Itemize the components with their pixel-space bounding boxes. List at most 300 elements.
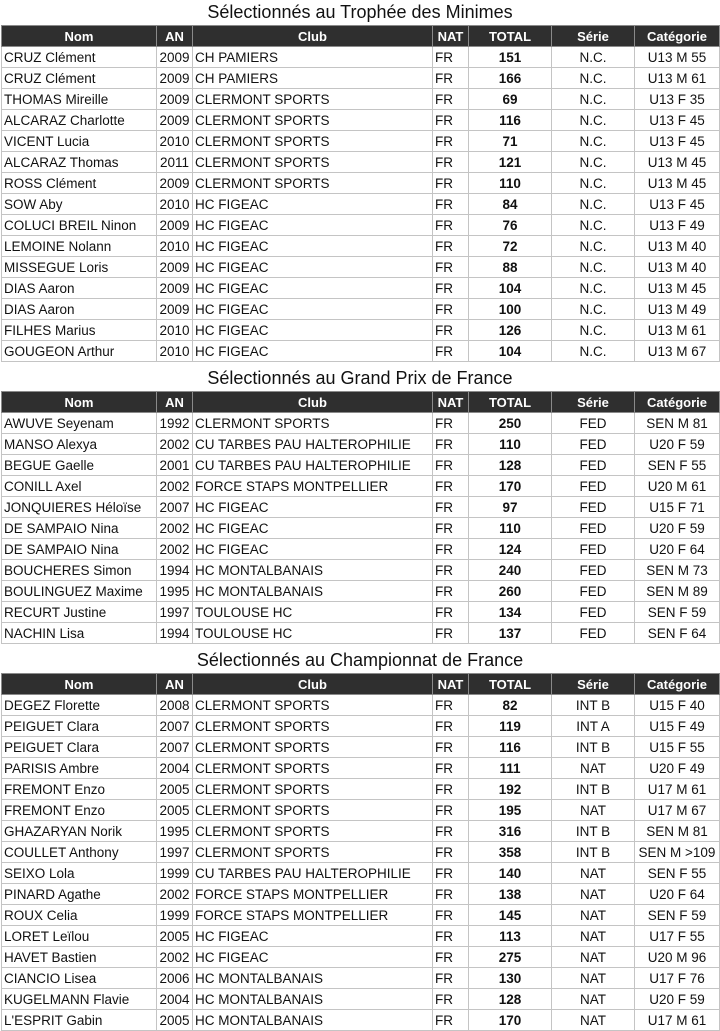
cell-total: 104 xyxy=(469,341,552,362)
cell-total: 116 xyxy=(469,110,552,131)
cell-name: BOUCHERES Simon xyxy=(2,560,157,581)
cell-year: 1995 xyxy=(157,821,193,842)
cell-serie: FED xyxy=(552,602,635,623)
cell-club: CLERMONT SPORTS xyxy=(193,842,433,863)
cell-club: HC MONTALBANAIS xyxy=(193,560,433,581)
table-row xyxy=(2,695,720,716)
cell-total: 250 xyxy=(469,413,552,434)
cell-name: FILHES Marius xyxy=(2,320,157,341)
cell-serie: N.C. xyxy=(552,68,635,89)
cell-serie: N.C. xyxy=(552,152,635,173)
cell-category: U13 M 61 xyxy=(635,320,720,341)
cell-total: 134 xyxy=(469,602,552,623)
column-header-total: TOTAL xyxy=(469,26,552,47)
cell-category: U17 M 67 xyxy=(635,800,720,821)
column-header-club: Club xyxy=(193,392,433,413)
cell-total: 113 xyxy=(469,926,552,947)
cell-nat: FR xyxy=(433,758,469,779)
table-row xyxy=(2,68,720,89)
table-row xyxy=(2,47,720,68)
cell-total: 88 xyxy=(469,257,552,278)
cell-total: 84 xyxy=(469,194,552,215)
table-row xyxy=(2,737,720,758)
cell-nat: FR xyxy=(433,434,469,455)
cell-nat: FR xyxy=(433,194,469,215)
cell-serie: FED xyxy=(552,539,635,560)
cell-total: 76 xyxy=(469,215,552,236)
cell-year: 1997 xyxy=(157,602,193,623)
cell-total: 130 xyxy=(469,968,552,989)
cell-serie: FED xyxy=(552,434,635,455)
cell-club: CLERMONT SPORTS xyxy=(193,800,433,821)
cell-category: SEN M 89 xyxy=(635,581,720,602)
cell-nat: FR xyxy=(433,695,469,716)
table-row xyxy=(2,236,720,257)
column-header-name: Nom xyxy=(2,674,157,695)
cell-year: 2009 xyxy=(157,47,193,68)
cell-nat: FR xyxy=(433,152,469,173)
table-row xyxy=(2,194,720,215)
cell-category: SEN F 64 xyxy=(635,623,720,644)
cell-total: 111 xyxy=(469,758,552,779)
cell-total: 170 xyxy=(469,476,552,497)
cell-category: SEN M >109 xyxy=(635,842,720,863)
cell-name: VICENT Lucia xyxy=(2,131,157,152)
cell-name: DE SAMPAIO Nina xyxy=(2,518,157,539)
header-row xyxy=(2,26,720,47)
cell-serie: FED xyxy=(552,560,635,581)
cell-year: 2005 xyxy=(157,779,193,800)
cell-name: L'ESPRIT Gabin xyxy=(2,1010,157,1031)
cell-category: SEN M 73 xyxy=(635,560,720,581)
cell-club: HC FIGEAC xyxy=(193,320,433,341)
cell-category: U20 M 96 xyxy=(635,947,720,968)
cell-name: SOW Aby xyxy=(2,194,157,215)
cell-year: 1994 xyxy=(157,623,193,644)
table-row xyxy=(2,779,720,800)
cell-year: 1999 xyxy=(157,863,193,884)
column-header-year: AN xyxy=(157,392,193,413)
table-row xyxy=(2,476,720,497)
cell-total: 240 xyxy=(469,560,552,581)
table-row xyxy=(2,413,720,434)
cell-total: 192 xyxy=(469,779,552,800)
cell-total: 170 xyxy=(469,1010,552,1031)
cell-serie: N.C. xyxy=(552,89,635,110)
cell-name: CONILL Axel xyxy=(2,476,157,497)
cell-total: 166 xyxy=(469,68,552,89)
cell-nat: FR xyxy=(433,173,469,194)
cell-year: 2008 xyxy=(157,695,193,716)
column-header-category: Catégorie xyxy=(635,26,720,47)
cell-club: FORCE STAPS MONTPELLIER xyxy=(193,476,433,497)
cell-nat: FR xyxy=(433,842,469,863)
table-row xyxy=(2,110,720,131)
cell-year: 2010 xyxy=(157,320,193,341)
table-row xyxy=(2,989,720,1010)
cell-name: PINARD Agathe xyxy=(2,884,157,905)
table-row xyxy=(2,215,720,236)
cell-name: COULLET Anthony xyxy=(2,842,157,863)
cell-serie: N.C. xyxy=(552,131,635,152)
cell-nat: FR xyxy=(433,131,469,152)
cell-serie: NAT xyxy=(552,926,635,947)
cell-total: 140 xyxy=(469,863,552,884)
cell-nat: FR xyxy=(433,581,469,602)
cell-nat: FR xyxy=(433,341,469,362)
cell-category: U13 F 49 xyxy=(635,215,720,236)
cell-year: 2002 xyxy=(157,476,193,497)
cell-category: U13 M 40 xyxy=(635,236,720,257)
table-row xyxy=(2,299,720,320)
column-header-serie: Série xyxy=(552,392,635,413)
cell-year: 2010 xyxy=(157,131,193,152)
cell-club: HC MONTALBANAIS xyxy=(193,1010,433,1031)
cell-name: HAVET Bastien xyxy=(2,947,157,968)
cell-serie: N.C. xyxy=(552,173,635,194)
cell-category: U15 F 71 xyxy=(635,497,720,518)
cell-nat: FR xyxy=(433,968,469,989)
cell-total: 121 xyxy=(469,152,552,173)
table-row xyxy=(2,89,720,110)
cell-year: 2010 xyxy=(157,341,193,362)
cell-serie: N.C. xyxy=(552,47,635,68)
table-row xyxy=(2,1010,720,1031)
cell-club: CU TARBES PAU HALTEROPHILIE xyxy=(193,863,433,884)
section-title: Sélectionnés au Championnat de France xyxy=(196,650,524,670)
cell-total: 145 xyxy=(469,905,552,926)
cell-total: 151 xyxy=(469,47,552,68)
selection-table xyxy=(1,391,720,644)
cell-nat: FR xyxy=(433,716,469,737)
cell-total: 137 xyxy=(469,623,552,644)
cell-year: 2005 xyxy=(157,1010,193,1031)
cell-name: RECURT Justine xyxy=(2,602,157,623)
cell-name: NACHIN Lisa xyxy=(2,623,157,644)
table-row xyxy=(2,947,720,968)
cell-club: HC FIGEAC xyxy=(193,236,433,257)
cell-total: 358 xyxy=(469,842,552,863)
cell-total: 119 xyxy=(469,716,552,737)
cell-name: LORET Leïlou xyxy=(2,926,157,947)
cell-club: CLERMONT SPORTS xyxy=(193,110,433,131)
cell-total: 104 xyxy=(469,278,552,299)
cell-year: 2010 xyxy=(157,194,193,215)
table-row xyxy=(2,758,720,779)
table-row xyxy=(2,716,720,737)
column-header-category: Catégorie xyxy=(635,392,720,413)
cell-club: HC FIGEAC xyxy=(193,194,433,215)
cell-name: CRUZ Clément xyxy=(2,68,157,89)
cell-nat: FR xyxy=(433,215,469,236)
cell-category: U13 F 45 xyxy=(635,110,720,131)
cell-category: U15 F 40 xyxy=(635,695,720,716)
cell-category: U13 M 45 xyxy=(635,173,720,194)
cell-year: 2002 xyxy=(157,884,193,905)
cell-total: 316 xyxy=(469,821,552,842)
cell-serie: N.C. xyxy=(552,320,635,341)
table-row xyxy=(2,905,720,926)
cell-club: CLERMONT SPORTS xyxy=(193,779,433,800)
cell-total: 138 xyxy=(469,884,552,905)
cell-name: CIANCIO Lisea xyxy=(2,968,157,989)
cell-total: 110 xyxy=(469,173,552,194)
cell-total: 72 xyxy=(469,236,552,257)
cell-club: HC FIGEAC xyxy=(193,215,433,236)
cell-club: HC MONTALBANAIS xyxy=(193,989,433,1010)
cell-club: HC FIGEAC xyxy=(193,341,433,362)
cell-club: HC FIGEAC xyxy=(193,299,433,320)
cell-nat: FR xyxy=(433,497,469,518)
cell-name: GOUGEON Arthur xyxy=(2,341,157,362)
cell-category: SEN M 81 xyxy=(635,821,720,842)
cell-nat: FR xyxy=(433,737,469,758)
cell-nat: FR xyxy=(433,320,469,341)
cell-total: 116 xyxy=(469,737,552,758)
cell-year: 2009 xyxy=(157,215,193,236)
cell-total: 128 xyxy=(469,989,552,1010)
table-row xyxy=(2,518,720,539)
cell-club: CLERMONT SPORTS xyxy=(193,89,433,110)
cell-serie: N.C. xyxy=(552,341,635,362)
cell-nat: FR xyxy=(433,413,469,434)
cell-year: 1995 xyxy=(157,581,193,602)
cell-year: 2006 xyxy=(157,968,193,989)
cell-total: 260 xyxy=(469,581,552,602)
cell-nat: FR xyxy=(433,560,469,581)
cell-serie: N.C. xyxy=(552,110,635,131)
cell-year: 2002 xyxy=(157,947,193,968)
table-row xyxy=(2,623,720,644)
table-row xyxy=(2,539,720,560)
cell-total: 110 xyxy=(469,518,552,539)
cell-serie: NAT xyxy=(552,758,635,779)
cell-serie: INT B xyxy=(552,842,635,863)
cell-name: PEIGUET Clara xyxy=(2,716,157,737)
cell-category: SEN F 55 xyxy=(635,455,720,476)
cell-year: 2009 xyxy=(157,110,193,131)
cell-club: CU TARBES PAU HALTEROPHILIE xyxy=(193,455,433,476)
cell-category: U20 M 61 xyxy=(635,476,720,497)
column-header-nat: NAT xyxy=(433,26,469,47)
cell-category: U15 F 55 xyxy=(635,737,720,758)
cell-category: SEN F 59 xyxy=(635,602,720,623)
cell-year: 2002 xyxy=(157,434,193,455)
table-row xyxy=(2,173,720,194)
cell-club: TOULOUSE HC xyxy=(193,602,433,623)
cell-name: JONQUIERES Héloïse xyxy=(2,497,157,518)
table-row xyxy=(2,581,720,602)
cell-serie: NAT xyxy=(552,884,635,905)
cell-nat: FR xyxy=(433,884,469,905)
cell-year: 2009 xyxy=(157,257,193,278)
cell-category: U13 M 45 xyxy=(635,152,720,173)
cell-year: 1999 xyxy=(157,905,193,926)
cell-serie: NAT xyxy=(552,947,635,968)
cell-club: CH PAMIERS xyxy=(193,47,433,68)
cell-category: U20 F 64 xyxy=(635,884,720,905)
table-row xyxy=(2,968,720,989)
cell-name: PARISIS Ambre xyxy=(2,758,157,779)
cell-category: U20 F 59 xyxy=(635,989,720,1010)
cell-name: AWUVE Seyenam xyxy=(2,413,157,434)
cell-serie: NAT xyxy=(552,968,635,989)
header-row xyxy=(2,674,720,695)
section-title: Sélectionnés au Grand Prix de France xyxy=(207,368,513,388)
header-row xyxy=(2,392,720,413)
cell-club: CLERMONT SPORTS xyxy=(193,716,433,737)
cell-nat: FR xyxy=(433,476,469,497)
cell-name: KUGELMANN Flavie xyxy=(2,989,157,1010)
cell-club: CLERMONT SPORTS xyxy=(193,131,433,152)
column-header-name: Nom xyxy=(2,392,157,413)
cell-category: U13 M 49 xyxy=(635,299,720,320)
cell-year: 2007 xyxy=(157,737,193,758)
cell-serie: N.C. xyxy=(552,299,635,320)
column-header-category: Catégorie xyxy=(635,674,720,695)
cell-category: U17 F 76 xyxy=(635,968,720,989)
cell-nat: FR xyxy=(433,602,469,623)
cell-total: 124 xyxy=(469,539,552,560)
cell-category: U17 M 61 xyxy=(635,779,720,800)
cell-club: HC FIGEAC xyxy=(193,497,433,518)
cell-nat: FR xyxy=(433,539,469,560)
cell-year: 2011 xyxy=(157,152,193,173)
cell-serie: INT B xyxy=(552,695,635,716)
cell-category: U17 M 61 xyxy=(635,1010,720,1031)
column-header-serie: Série xyxy=(552,674,635,695)
table-row xyxy=(2,602,720,623)
cell-club: CLERMONT SPORTS xyxy=(193,152,433,173)
cell-year: 2007 xyxy=(157,716,193,737)
cell-name: SEIXO Lola xyxy=(2,863,157,884)
cell-year: 2007 xyxy=(157,497,193,518)
cell-category: U13 F 45 xyxy=(635,131,720,152)
cell-year: 1994 xyxy=(157,560,193,581)
cell-name: ALCARAZ Thomas xyxy=(2,152,157,173)
cell-nat: FR xyxy=(433,518,469,539)
cell-serie: NAT xyxy=(552,1010,635,1031)
cell-serie: N.C. xyxy=(552,257,635,278)
column-header-nat: NAT xyxy=(433,392,469,413)
cell-name: DE SAMPAIO Nina xyxy=(2,539,157,560)
cell-category: U13 M 45 xyxy=(635,278,720,299)
table-row xyxy=(2,497,720,518)
cell-club: HC FIGEAC xyxy=(193,257,433,278)
table-row xyxy=(2,842,720,863)
cell-serie: NAT xyxy=(552,863,635,884)
cell-year: 2004 xyxy=(157,989,193,1010)
cell-category: U13 M 55 xyxy=(635,47,720,68)
table-row xyxy=(2,926,720,947)
cell-year: 2009 xyxy=(157,173,193,194)
column-header-total: TOTAL xyxy=(469,674,552,695)
cell-serie: FED xyxy=(552,476,635,497)
cell-name: COLUCI BREIL Ninon xyxy=(2,215,157,236)
cell-category: SEN M 81 xyxy=(635,413,720,434)
cell-serie: N.C. xyxy=(552,194,635,215)
cell-nat: FR xyxy=(433,905,469,926)
selection-table xyxy=(1,673,720,1031)
table-row xyxy=(2,560,720,581)
table-row xyxy=(2,884,720,905)
cell-category: U13 M 40 xyxy=(635,257,720,278)
cell-year: 2009 xyxy=(157,89,193,110)
cell-club: CLERMONT SPORTS xyxy=(193,413,433,434)
cell-nat: FR xyxy=(433,947,469,968)
cell-nat: FR xyxy=(433,926,469,947)
cell-club: FORCE STAPS MONTPELLIER xyxy=(193,884,433,905)
cell-year: 2009 xyxy=(157,299,193,320)
cell-total: 97 xyxy=(469,497,552,518)
column-header-club: Club xyxy=(193,674,433,695)
column-header-year: AN xyxy=(157,674,193,695)
cell-name: BEGUE Gaelle xyxy=(2,455,157,476)
cell-serie: FED xyxy=(552,518,635,539)
cell-nat: FR xyxy=(433,89,469,110)
cell-category: SEN F 55 xyxy=(635,863,720,884)
cell-total: 128 xyxy=(469,455,552,476)
cell-serie: FED xyxy=(552,581,635,602)
cell-club: CLERMONT SPORTS xyxy=(193,821,433,842)
cell-serie: INT B xyxy=(552,779,635,800)
cell-year: 1992 xyxy=(157,413,193,434)
cell-name: MANSO Alexya xyxy=(2,434,157,455)
cell-nat: FR xyxy=(433,110,469,131)
cell-serie: NAT xyxy=(552,989,635,1010)
cell-club: HC FIGEAC xyxy=(193,278,433,299)
cell-total: 126 xyxy=(469,320,552,341)
cell-year: 2002 xyxy=(157,518,193,539)
cell-serie: FED xyxy=(552,413,635,434)
cell-category: U20 F 59 xyxy=(635,434,720,455)
cell-club: CH PAMIERS xyxy=(193,68,433,89)
cell-nat: FR xyxy=(433,863,469,884)
cell-name: GHAZARYAN Norik xyxy=(2,821,157,842)
cell-serie: INT B xyxy=(552,821,635,842)
column-header-name: Nom xyxy=(2,26,157,47)
cell-club: HC FIGEAC xyxy=(193,926,433,947)
column-header-club: Club xyxy=(193,26,433,47)
cell-serie: NAT xyxy=(552,800,635,821)
cell-nat: FR xyxy=(433,1010,469,1031)
cell-category: SEN F 59 xyxy=(635,905,720,926)
cell-nat: FR xyxy=(433,800,469,821)
cell-serie: N.C. xyxy=(552,278,635,299)
cell-serie: N.C. xyxy=(552,236,635,257)
cell-category: U15 F 49 xyxy=(635,716,720,737)
cell-club: CLERMONT SPORTS xyxy=(193,737,433,758)
cell-name: CRUZ Clément xyxy=(2,47,157,68)
cell-name: THOMAS Mireille xyxy=(2,89,157,110)
cell-nat: FR xyxy=(433,623,469,644)
cell-club: HC MONTALBANAIS xyxy=(193,581,433,602)
cell-serie: N.C. xyxy=(552,215,635,236)
cell-nat: FR xyxy=(433,821,469,842)
column-header-serie: Série xyxy=(552,26,635,47)
cell-club: CLERMONT SPORTS xyxy=(193,758,433,779)
cell-club: CLERMONT SPORTS xyxy=(193,173,433,194)
cell-name: ALCARAZ Charlotte xyxy=(2,110,157,131)
selection-table xyxy=(1,25,720,362)
cell-club: FORCE STAPS MONTPELLIER xyxy=(193,905,433,926)
table-row xyxy=(2,257,720,278)
cell-year: 2004 xyxy=(157,758,193,779)
table-row xyxy=(2,800,720,821)
cell-nat: FR xyxy=(433,989,469,1010)
cell-total: 69 xyxy=(469,89,552,110)
table-row xyxy=(2,455,720,476)
